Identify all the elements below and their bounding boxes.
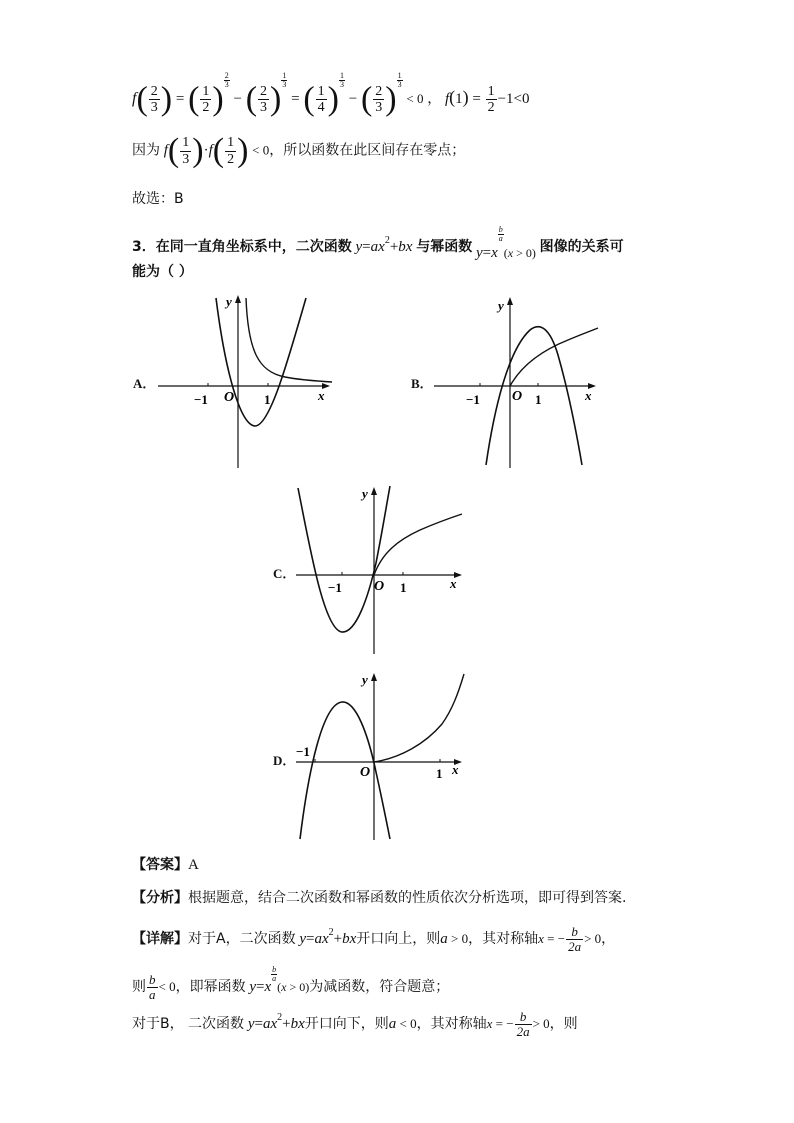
option-a-y-arrow (235, 295, 241, 303)
analysis-line (132, 891, 626, 906)
option-b-parabola (486, 327, 582, 465)
option-d-tick-minus-one: −1 (296, 744, 310, 759)
option-c-graph (290, 478, 490, 658)
option-b-tick-minus-one: −1 (466, 392, 480, 407)
option-c-y-arrow (371, 487, 377, 495)
detail-tag: 【详解】 (132, 931, 188, 948)
option-d-graph (290, 664, 490, 844)
because-line: 因为 f( $\frac{1}{3}$ )·f( $\frac{1}{2}$ ) < 0，所以函数在此区间存在零点； (132, 132, 466, 169)
option-c-parabola (298, 486, 390, 632)
option-d-label: D． (273, 753, 296, 768)
option-a-y-label: y (226, 294, 232, 309)
option-b-y-arrow (507, 297, 513, 305)
option-b-tick-one: 1 (535, 392, 542, 407)
option-b-y-label: y (498, 298, 504, 313)
option-a-x-label: x (318, 388, 325, 403)
question-3-line-1: 3．在同一直角坐标系中，二次函数 $y=ax^2+bx$ 与幂函数 y=x $\frac{b}{a}$ $_{(x > 0)}$ 图像的关系可 (132, 225, 624, 261)
option-a-graph (150, 290, 350, 470)
option-c-label: C． (273, 566, 296, 581)
option-c-x-label: x (450, 576, 457, 591)
answer-value: A (188, 857, 199, 873)
option-a-origin: O (224, 390, 235, 405)
because-prefix: 因为 (132, 142, 160, 159)
choose-answer: 故选：B (132, 191, 184, 207)
analysis-text: 根据题意，结合二次函数和幂函数的性质依次分析选项，即可得到答案. (188, 890, 627, 906)
option-c-power-curve (374, 514, 462, 575)
detail-a-line-1: 【详解】对于A，二次函数 $y=ax^2+bx$开口向上，则a > 0，其对称轴x = − $\frac{b}{2a}$ > 0， (132, 924, 616, 955)
option-d-power-curve (374, 674, 464, 762)
option-b-x-label: x (585, 388, 592, 403)
option-c-tick-minus-one: −1 (328, 580, 342, 595)
option-d-x-label: x (452, 762, 459, 777)
option-a-tick-minus-one: −1 (194, 392, 208, 407)
option-b-label: B． (411, 376, 433, 391)
calc-f-two-thirds: f( $\frac{2}{3}$ ) = ( $\frac{1}{2}$ ) $\frac{2}{3}$ − ( $\frac{2}{3}$ ) $\frac{1}{3}$ = ( $\frac{1}{4}$ ) $\frac{1}{3}$ − ( $\frac{2}{3}$ ) $\frac{1}{3}$ < 0 ， f(1) = $\frac{1}{2}$ −1<0 (132, 71, 530, 118)
question-3-line-2: 能为（ ） (132, 264, 193, 280)
option-b-origin: O (512, 389, 523, 404)
option-c-tick-one: 1 (400, 580, 407, 595)
question-number: 3． (132, 239, 156, 255)
answer-line (132, 858, 199, 873)
option-d-origin: O (360, 765, 371, 780)
answer-tag: 【答案】 (132, 857, 188, 873)
option-d-tick-one: 1 (436, 766, 443, 781)
option-d-parabola (300, 702, 390, 839)
option-d-y-arrow (371, 673, 377, 681)
detail-a-line-2: 则 $\frac{b}{a}$ < 0，即幂函数 y=x $\frac{b}{a}$ (x > 0)为减函数，符合题意； (132, 965, 450, 1003)
option-a-label: A． (133, 376, 156, 391)
option-a-tick-one: 1 (264, 392, 271, 407)
analysis-tag: 【分析】 (132, 890, 188, 906)
option-c-origin: O (374, 579, 385, 594)
option-b-graph (428, 290, 628, 470)
because-suffix: ，所以函数在此区间存在零点； (269, 142, 466, 159)
option-a-power-curve (246, 298, 332, 382)
detail-b-line-1: 对于B， 二次函数 $y=ax^2+bx$开口向下，则a < 0，其对称轴x = − $\frac{b}{2a}$ > 0，则 (132, 1009, 578, 1040)
option-c-y-label: y (362, 486, 368, 501)
option-d-y-label: y (362, 672, 368, 687)
